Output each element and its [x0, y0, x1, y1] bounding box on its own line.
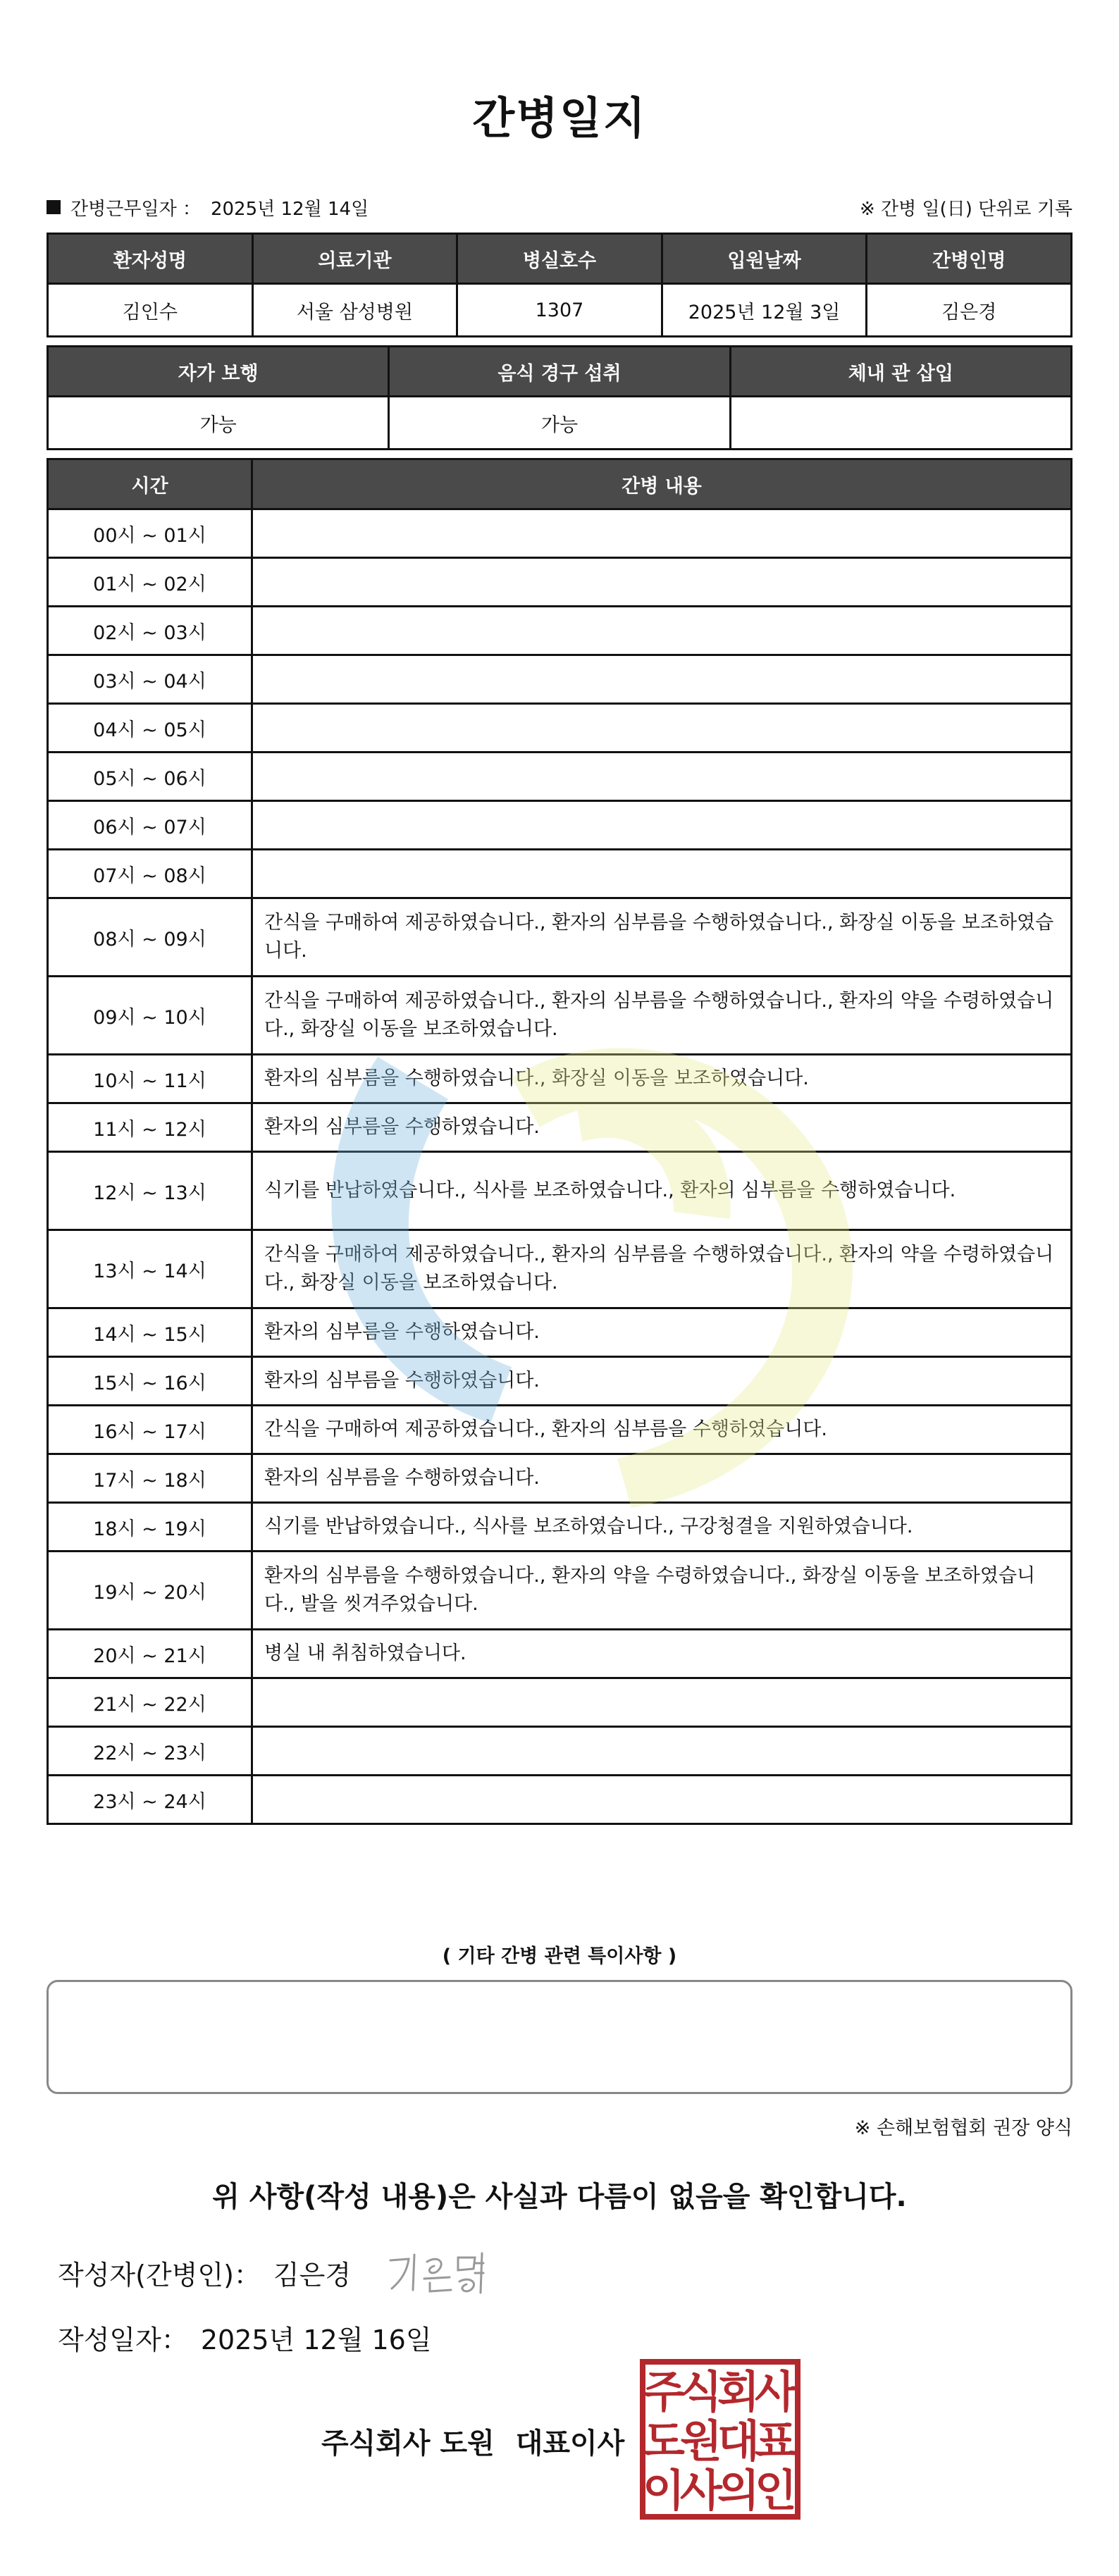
care-log-row — [48, 558, 1072, 607]
care-log-time: 01시 ~ 02시 — [48, 558, 252, 607]
care-log-row — [48, 1776, 1072, 1824]
care-log-time: 19시 ~ 20시 — [48, 1552, 252, 1630]
care-log-row — [48, 1406, 1072, 1454]
care-log-content — [252, 1727, 1072, 1776]
care-log-row — [48, 898, 1072, 977]
care-log-content — [252, 1776, 1072, 1824]
care-log-content: 간식을 구매하여 제공하였습니다., 환자의 심부름을 수행하였습니다. — [252, 1406, 1072, 1454]
header-tube-insertion: 체내 관 삽입 — [730, 347, 1071, 397]
care-log-time: 06시 ~ 07시 — [48, 801, 252, 850]
seal-character: 대 — [717, 2415, 760, 2467]
care-log-time: 21시 ~ 22시 — [48, 1678, 252, 1727]
care-log-row — [48, 1454, 1072, 1503]
meta-row — [47, 193, 1072, 221]
care-log-content: 식기를 반납하였습니다., 식사를 보조하였습니다., 구강청결을 지원하였습니다. — [252, 1503, 1072, 1552]
care-log-header-row — [48, 459, 1072, 509]
seal-character: 인 — [755, 2465, 797, 2516]
header-admission-date: 입원날짜 — [662, 234, 867, 284]
care-log-content: 환자의 심부름을 수행하였습니다. — [252, 1308, 1072, 1357]
care-log-content — [252, 509, 1072, 558]
seal-character: 식 — [680, 2366, 722, 2417]
care-log-time: 20시 ~ 21시 — [48, 1630, 252, 1678]
header-caregiver-name: 간병인명 — [867, 234, 1072, 284]
seal-character: 의 — [717, 2465, 760, 2516]
care-log-row — [48, 801, 1072, 850]
form-note: ※ 손해보험협회 권장 양식 — [854, 2117, 1072, 2139]
header-patient-name: 환자성명 — [48, 234, 253, 284]
seal-character: 사 — [755, 2366, 797, 2417]
care-log-row — [48, 655, 1072, 704]
care-log-row — [48, 1308, 1072, 1357]
care-log-content: 간식을 구매하여 제공하였습니다., 환자의 심부름을 수행하였습니다., 화장실 이동을 보조하였습니다. — [252, 898, 1072, 977]
company-name: 주식회사 도원 — [321, 2427, 495, 2460]
care-log-time: 18시 ~ 19시 — [48, 1503, 252, 1552]
seal-character: 도 — [643, 2415, 685, 2467]
header-care-content: 간병 내용 — [252, 459, 1072, 509]
care-log-time: 11시 ~ 12시 — [48, 1103, 252, 1152]
work-date-group — [47, 194, 369, 221]
value-admission-date: 2025년 12월 3일 — [662, 284, 867, 337]
care-log-content: 환자의 심부름을 수행하였습니다., 환자의 약을 수령하였습니다., 화장실 이동을 보조하였습니다., 발을 씻겨주었습니다. — [252, 1552, 1072, 1630]
care-log-content: 식기를 반납하였습니다., 식사를 보조하였습니다., 환자의 심부름을 수행하였습니다. — [252, 1152, 1072, 1230]
care-log-content: 간식을 구매하여 제공하였습니다., 환자의 심부름을 수행하였습니다., 환자의 약을 수령하였습니다., 화장실 이동을 보조하였습니다. — [252, 1230, 1072, 1308]
value-patient-name: 김인수 — [48, 284, 253, 337]
care-log-time: 12시 ~ 13시 — [48, 1152, 252, 1230]
value-self-walking: 가능 — [48, 397, 389, 450]
care-log-content — [252, 1678, 1072, 1727]
work-date-value: 2025년 12월 14일 — [210, 198, 369, 220]
care-log-content — [252, 558, 1072, 607]
care-log-row — [48, 1103, 1072, 1152]
care-log-row — [48, 1630, 1072, 1678]
care-log-time: 23시 ~ 24시 — [48, 1776, 252, 1824]
care-log-time: 02시 ~ 03시 — [48, 607, 252, 655]
seal-character: 이 — [643, 2465, 685, 2516]
record-note: ※ 간병 일(日) 단위로 기록 — [859, 198, 1072, 220]
header-room-number: 병실호수 — [457, 234, 662, 284]
patient-info-value-row — [48, 284, 1072, 337]
care-log-content — [252, 704, 1072, 753]
care-log-row — [48, 509, 1072, 558]
care-log-row — [48, 1503, 1072, 1552]
care-log-time: 13시 ~ 14시 — [48, 1230, 252, 1308]
company-line — [321, 2421, 624, 2461]
care-log-time: 03시 ~ 04시 — [48, 655, 252, 704]
handwritten-signature-icon — [385, 2248, 490, 2297]
value-tube-insertion — [730, 397, 1071, 450]
care-log-row — [48, 1055, 1072, 1103]
writer-line — [58, 2248, 490, 2297]
patient-info-table — [47, 233, 1072, 338]
work-date-label: 간병근무일자 ： — [70, 198, 201, 220]
written-date-label: 작성일자： — [58, 2324, 188, 2355]
header-self-walking: 자가 보행 — [48, 347, 389, 397]
care-log-time: 10시 ~ 11시 — [48, 1055, 252, 1103]
care-log-content: 환자의 심부름을 수행하였습니다. — [252, 1357, 1072, 1406]
seal-character: 주 — [643, 2366, 685, 2417]
value-room-number: 1307 — [457, 284, 662, 337]
writer-name: 김은경 — [273, 2259, 352, 2291]
care-log-row — [48, 1230, 1072, 1308]
written-date-line — [58, 2318, 432, 2357]
written-date-value: 2025년 12월 16일 — [200, 2324, 432, 2355]
care-log-content: 환자의 심부름을 수행하였습니다. — [252, 1103, 1072, 1152]
care-log-time: 07시 ~ 08시 — [48, 850, 252, 898]
care-log-time: 16시 ~ 17시 — [48, 1406, 252, 1454]
document-title: 간병일지 — [472, 92, 647, 144]
care-log-time: 04시 ~ 05시 — [48, 704, 252, 753]
care-log-content: 간식을 구매하여 제공하였습니다., 환자의 심부름을 수행하였습니다., 환자의 약을 수령하였습니다., 화장실 이동을 보조하였습니다. — [252, 977, 1072, 1055]
care-log-time: 08시 ~ 09시 — [48, 898, 252, 977]
value-oral-intake: 가능 — [389, 397, 730, 450]
care-log-row — [48, 704, 1072, 753]
care-log-content — [252, 655, 1072, 704]
patient-status-value-row — [48, 397, 1072, 450]
care-log-row — [48, 1727, 1072, 1776]
header-time: 시간 — [48, 459, 252, 509]
care-log-row — [48, 753, 1072, 801]
header-hospital: 의료기관 — [252, 234, 457, 284]
care-log-time: 15시 ~ 16시 — [48, 1357, 252, 1406]
care-log-time: 00시 ~ 01시 — [48, 509, 252, 558]
care-log-content — [252, 801, 1072, 850]
care-log-content — [252, 850, 1072, 898]
seal-character: 표 — [755, 2415, 797, 2467]
seal-character: 사 — [680, 2465, 722, 2516]
seal-character: 회 — [717, 2366, 760, 2417]
company-title: 대표이사 — [515, 2427, 625, 2460]
care-log-row — [48, 1357, 1072, 1406]
care-log-content — [252, 607, 1072, 655]
square-bullet-icon — [47, 200, 61, 214]
care-log-row — [48, 1152, 1072, 1230]
value-hospital: 서울 삼성병원 — [252, 284, 457, 337]
patient-status-table — [47, 345, 1072, 450]
care-log-table — [47, 458, 1072, 1825]
care-log-time: 05시 ~ 06시 — [48, 753, 252, 801]
care-log-time: 14시 ~ 15시 — [48, 1308, 252, 1357]
care-log-content: 환자의 심부름을 수행하였습니다. — [252, 1454, 1072, 1503]
notes-box — [47, 1980, 1072, 2094]
care-log-row — [48, 607, 1072, 655]
writer-label: 작성자(간병인)： — [58, 2259, 261, 2291]
company-seal-stamp-icon — [638, 2358, 802, 2521]
care-log-time: 22시 ~ 23시 — [48, 1727, 252, 1776]
care-log-row — [48, 1678, 1072, 1727]
value-caregiver-name: 김은경 — [867, 284, 1072, 337]
care-log-content: 병실 내 취침하였습니다. — [252, 1630, 1072, 1678]
care-log-time: 17시 ~ 18시 — [48, 1454, 252, 1503]
care-log-content: 환자의 심부름을 수행하였습니다., 화장실 이동을 보조하였습니다. — [252, 1055, 1072, 1103]
header-oral-intake: 음식 경구 섭취 — [389, 347, 730, 397]
care-log-row — [48, 850, 1072, 898]
notes-title: ( 기타 간병 관련 특이사항 ) — [442, 1945, 677, 1967]
patient-status-header-row — [48, 347, 1072, 397]
care-log-content — [252, 753, 1072, 801]
confirmation-statement: 위 사항(작성 내용)은 사실과 다름이 없음을 확인합니다. — [212, 2181, 907, 2213]
care-log-time: 09시 ~ 10시 — [48, 977, 252, 1055]
care-log-row — [48, 977, 1072, 1055]
care-log-row — [48, 1552, 1072, 1630]
patient-info-header-row — [48, 234, 1072, 284]
seal-character: 원 — [680, 2415, 722, 2467]
